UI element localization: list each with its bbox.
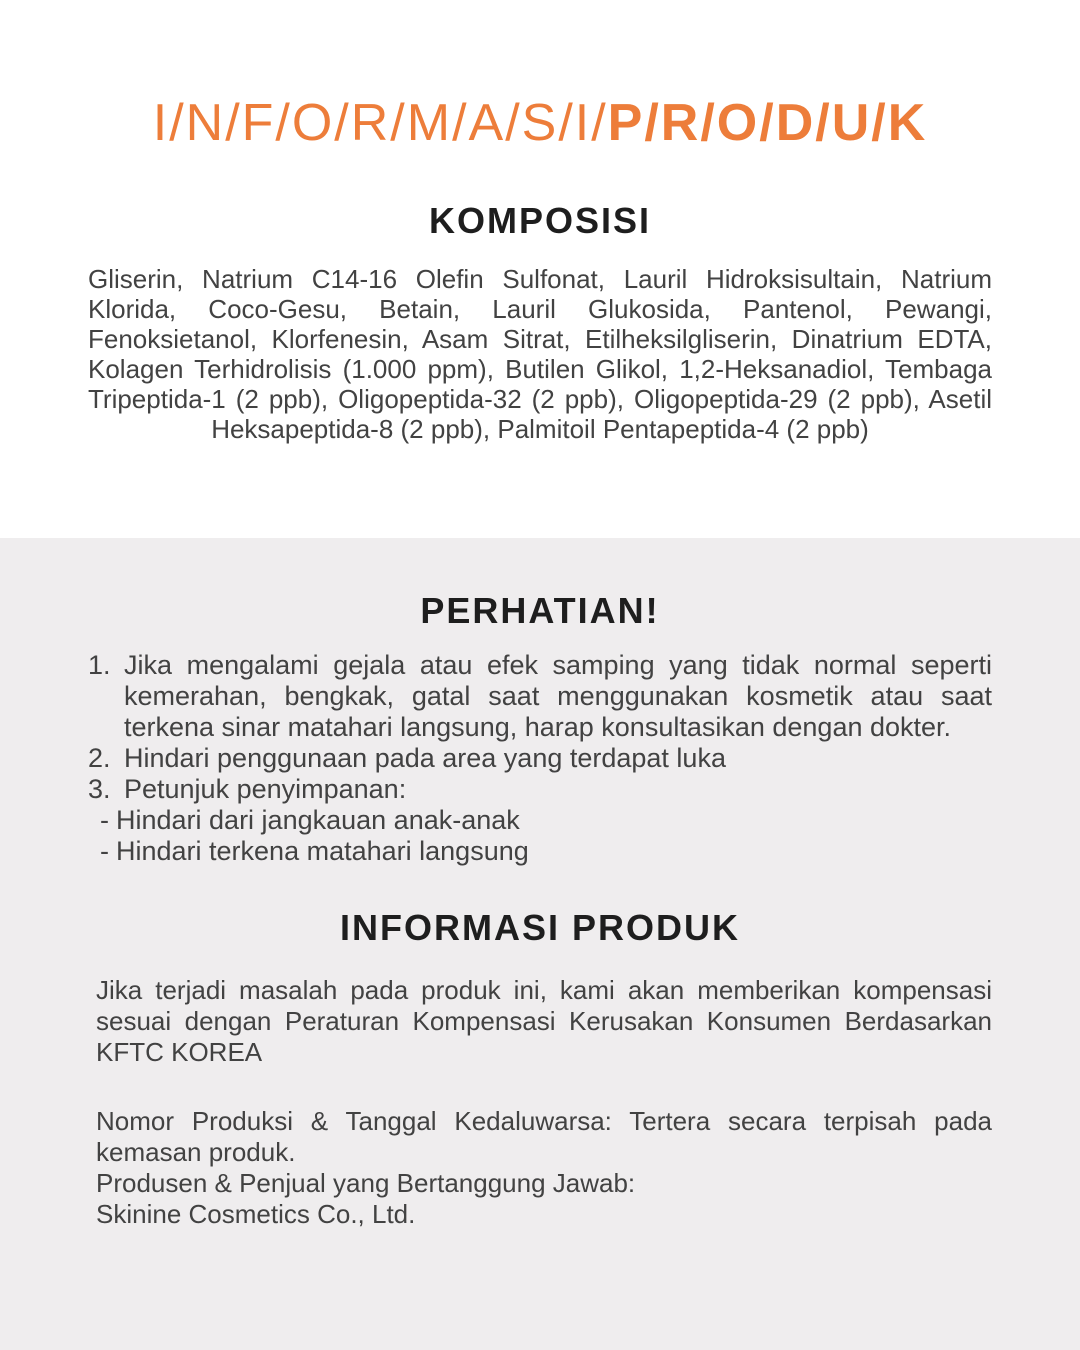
info-manufacturer-name: Skinine Cosmetics Co., Ltd. <box>96 1199 416 1229</box>
composition-section <box>0 0 1080 538</box>
list-item <box>88 650 992 743</box>
page-title-light-part: I/N/F/O/R/M/A/S/I/ <box>152 94 608 152</box>
list-item-number: 3. <box>88 774 111 804</box>
page-title <box>88 0 992 152</box>
info-compensation-paragraph: Jika terjadi masalah pada produk ini, kami akan memberikan kompensasi sesuai dengan Peraturan Kompensasi Kerusakan Konsumen Berdasarkan KFTC KOREA <box>96 975 992 1067</box>
list-item-number: 1. <box>88 650 111 680</box>
list-item-text: Jika mengalami gejala atau efek samping yang tidak normal seperti kemerahan, bengkak, gatal saat menggunakan kosmetik atau saat terkena sinar matahari langsung, harap konsultasikan dengan dokter. <box>124 650 992 742</box>
sub-list-dash: - <box>100 805 109 835</box>
komposisi-ingredients-text: Gliserin, Natrium C14-16 Olefin Sulfonat, Lauril Hidroksisultain, Natrium Klorida, Coco-Gesu, Betain, Lauril Glukosida, Pantenol, Pewangi, Fenoksietanol, Klorfenesin, Asam Sitrat, Etilheksilgliserin, Dinatrium EDTA, Kolagen Terhidrolisis (1.000 ppm), Butilen Glikol, 1,2-Heksanadiol, Tembaga Tripeptida-1 (2 ppb), Oligopeptida-32 (2 ppb), Oligopeptida-29 (2 ppb), Asetil Heksapeptida-8 (2 ppb), Palmitoil Pentapeptida-4 (2 ppb) <box>88 264 992 444</box>
sub-list-item-text: Hindari dari jangkauan anak-anak <box>116 805 520 835</box>
list-item-number: 2. <box>88 743 111 773</box>
sub-list-dash: - <box>100 836 109 866</box>
sub-list-item <box>88 836 992 867</box>
list-item <box>88 774 992 805</box>
komposisi-heading: KOMPOSISI <box>428 200 652 241</box>
sub-list-item-text: Hindari terkena matahari langsung <box>116 836 529 866</box>
perhatian-list <box>88 650 992 867</box>
list-item-text: Petunjuk penyimpanan: <box>124 774 407 804</box>
notice-section <box>0 538 1080 1350</box>
list-item <box>88 743 992 774</box>
list-item-text: Hindari penggunaan pada area yang terdapat luka <box>124 743 726 773</box>
perhatian-heading: PERHATIAN! <box>420 590 660 631</box>
info-manufacturer-label: Produsen & Penjual yang Bertanggung Jawab: <box>96 1168 636 1198</box>
informasi-produk-heading: INFORMASI PRODUK <box>340 907 740 948</box>
sub-list-item <box>88 805 992 836</box>
page-title-bold-part: P/R/O/D/U/K <box>607 94 928 152</box>
info-production-note: Nomor Produksi & Tanggal Kedaluwarsa: Tertera secara terpisah pada kemasan produk. <box>96 1106 992 1167</box>
